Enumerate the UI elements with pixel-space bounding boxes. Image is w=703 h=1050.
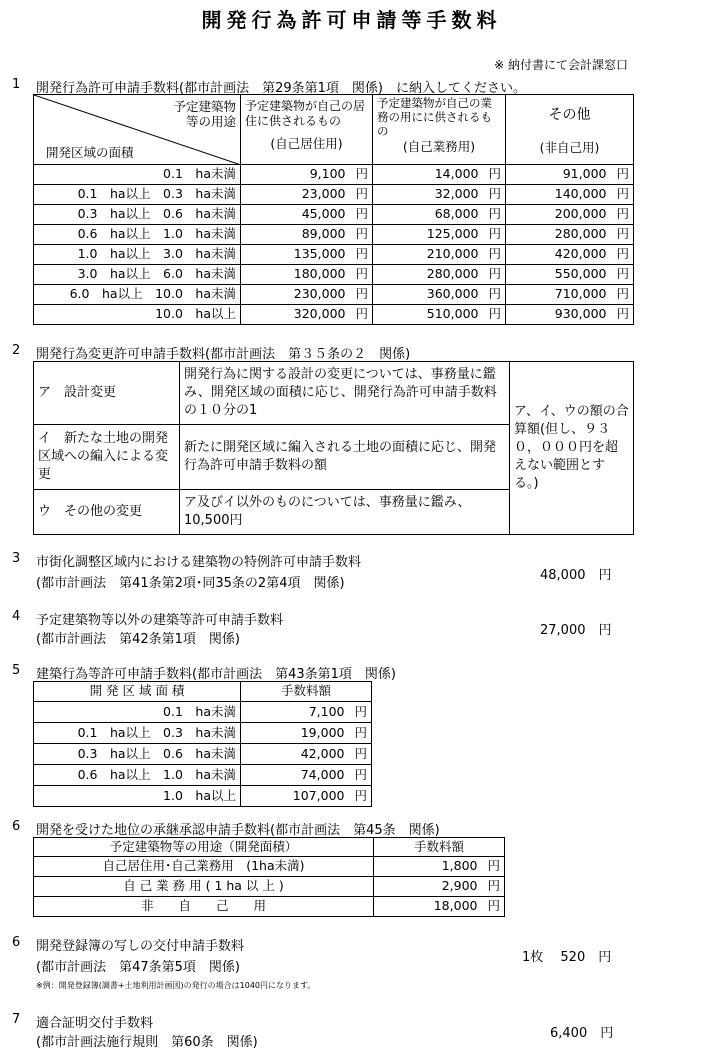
s1-v3: 710,000 <box>554 286 607 302</box>
s3-amount: 48,000 <box>540 568 586 583</box>
s4-unit: 円 <box>598 623 612 638</box>
s6-use: 非 自 己 用 <box>34 897 374 917</box>
s1-area: 0.6 ha以上 1.0 ha未満 <box>34 225 241 245</box>
s3-line1: 市街化調整区域内における建築物の特例許可申請手数料 <box>36 555 362 570</box>
s5-unit: 円 <box>354 745 367 761</box>
s6-unit: 円 <box>487 898 500 914</box>
table-row <box>34 786 372 807</box>
s1-col1-title: 予定建築物が自己の居住に供されるもの <box>245 99 366 128</box>
s1-v3-cell <box>506 205 634 225</box>
s6-unit: 円 <box>487 878 500 894</box>
s1-v2: 68,000 <box>434 206 479 222</box>
s4-line2: (都市計画法 第42条第1項 関係) <box>36 632 240 647</box>
s1-v3-cell <box>506 225 634 245</box>
s1-unit: 円 <box>488 286 501 302</box>
s1-unit: 円 <box>488 266 501 282</box>
s1-unit: 円 <box>616 166 629 182</box>
s1-unit: 円 <box>355 246 368 262</box>
s5-fee-cell <box>241 723 372 744</box>
s1-unit: 円 <box>488 246 501 262</box>
s1-v1-cell <box>241 185 373 205</box>
s1-unit: 円 <box>616 226 629 242</box>
s1-corner-top: 予定建築物 等の用途 <box>173 99 236 129</box>
s6-fee: 18,000 <box>433 898 478 914</box>
s5-number: 5 <box>12 663 21 678</box>
s1-v2-cell <box>373 185 506 205</box>
s1-unit: 円 <box>616 286 629 302</box>
s1-area: 1.0 ha以上 3.0 ha未満 <box>34 245 241 265</box>
s1-unit: 円 <box>488 186 501 202</box>
s1-v1: 320,000 <box>293 306 346 322</box>
s1-v2: 280,000 <box>426 266 479 282</box>
s5-area: 0.1 ha以上 0.3 ha未満 <box>34 723 241 744</box>
s1-col3-title: その他 <box>548 107 591 123</box>
s1-v2-cell <box>373 245 506 265</box>
s5-fee: 42,000 <box>300 745 345 761</box>
table-row <box>34 723 372 744</box>
s4-amount: 27,000 <box>540 623 586 638</box>
s6b-fee <box>522 946 611 965</box>
s6-col-use: 予定建築物等の用途（開発面積） <box>34 838 374 857</box>
s1-v2: 360,000 <box>426 286 479 302</box>
table-row <box>34 265 634 285</box>
s5-unit: 円 <box>354 724 367 740</box>
s1-v3: 930,000 <box>554 306 607 322</box>
table-row <box>34 702 372 723</box>
s1-unit: 円 <box>488 306 501 322</box>
s6b-footnote: ※例：開発登録簿(調書+土地利用計画図)の発行の場合は1040円になります。 <box>36 981 316 990</box>
s1-v1: 45,000 <box>301 206 346 222</box>
s5-fee-cell <box>241 765 372 786</box>
s1-unit: 円 <box>616 186 629 202</box>
s6-col-fee: 手数料額 <box>374 838 505 857</box>
s5-area: 1.0 ha以上 <box>34 786 241 807</box>
s1-v2: 32,000 <box>434 186 479 202</box>
s1-unit: 円 <box>616 246 629 262</box>
s5-fee: 7,100 <box>308 703 345 719</box>
s1-v3: 280,000 <box>554 226 607 242</box>
s1-v1-cell <box>241 305 373 325</box>
s1-v3-cell <box>506 165 634 185</box>
s2-i-label: イ 新たな土地の開発区域への編入による変更 <box>34 425 180 490</box>
s1-unit: 円 <box>616 306 629 322</box>
s1-v3: 550,000 <box>554 266 607 282</box>
s6b-unit: 円 <box>598 950 612 965</box>
s1-unit: 円 <box>488 226 501 242</box>
s5-fee: 74,000 <box>300 766 345 782</box>
s1-area: 3.0 ha以上 6.0 ha未満 <box>34 265 241 285</box>
s1-unit: 円 <box>488 166 501 182</box>
s7-unit: 円 <box>600 1026 614 1041</box>
s1-unit: 円 <box>616 266 629 282</box>
s6-table <box>33 837 505 917</box>
s1-corner-cell <box>34 95 241 165</box>
s1-col3-header <box>506 95 634 165</box>
s6-heading: 開発を受けた地位の承継承認申請手数料(都市計画法 第45条 関係) <box>36 823 440 838</box>
payment-note: ※ 納付書にて会計課窓口 <box>494 58 628 72</box>
s5-table <box>33 681 372 807</box>
s1-col1-header <box>241 95 373 165</box>
s1-unit: 円 <box>355 186 368 202</box>
s5-fee: 19,000 <box>300 724 345 740</box>
s1-v1: 9,100 <box>309 166 346 182</box>
s5-fee-cell <box>241 786 372 807</box>
s1-v1: 23,000 <box>301 186 346 202</box>
s5-fee-cell <box>241 702 372 723</box>
s5-area: 0.3 ha以上 0.6 ha未満 <box>34 744 241 765</box>
s5-fee: 107,000 <box>292 787 345 803</box>
s2-a-text: 開発行為に関する設計の変更については、事務量に鑑み、開発区域の面積に応じ、開発行為許可申請手数料の１０分の1 <box>180 362 510 425</box>
table-row <box>34 765 372 786</box>
s7-number: 7 <box>12 1012 21 1027</box>
s6-fee-cell <box>374 857 505 877</box>
s6-number: 6 <box>12 819 21 834</box>
s1-v1-cell <box>241 205 373 225</box>
s6-fee: 1,800 <box>441 858 478 874</box>
s2-i-text: 新たに開発区域に編入される土地の面積に応じ、開発行為許可申請手数料の額 <box>180 425 510 490</box>
s3-line2: (都市計画法 第41条第2項･同35条の2第4項 関係) <box>36 576 345 591</box>
s1-v1: 180,000 <box>293 266 346 282</box>
s6-use: 自 己 業 務 用 ( 1 ha 以 上 ) <box>34 877 374 897</box>
s4-line1: 予定建築物等以外の建築等許可申請手数料 <box>36 613 284 628</box>
s4-number: 4 <box>12 609 21 624</box>
s6-use: 自己居住用･自己業務用 (1ha未満) <box>34 857 374 877</box>
table-row <box>34 285 634 305</box>
s1-v2-cell <box>373 225 506 245</box>
s2-table <box>33 361 634 535</box>
table-row <box>34 205 634 225</box>
page-title: 開発行為許可申請等手数料 <box>201 8 502 32</box>
s2-a-label: ア 設計変更 <box>34 362 180 425</box>
s1-v3-cell <box>506 285 634 305</box>
s6b-line2: (都市計画法 第47条第5項 関係) <box>36 960 240 975</box>
s1-v3: 140,000 <box>554 186 607 202</box>
s5-unit: 円 <box>354 766 367 782</box>
s5-unit: 円 <box>354 787 367 803</box>
table-row <box>34 305 634 325</box>
s6b-number: 6 <box>12 935 21 950</box>
s1-heading: 開発行為許可申請手数料(都市計画法 第29条第1項 関係) に納入してください。 <box>36 81 526 96</box>
s1-col1-sub: (自己居住用) <box>270 136 343 151</box>
s6b-line1: 開発登録簿の写しの交付申請手数料 <box>36 939 245 954</box>
s5-fee-cell <box>241 744 372 765</box>
table-row <box>34 897 505 917</box>
s1-number: 1 <box>12 77 21 92</box>
s1-v1: 89,000 <box>301 226 346 242</box>
s1-unit: 円 <box>616 206 629 222</box>
s2-u-label: ウ その他の変更 <box>34 490 180 535</box>
s5-area: 0.1 ha未満 <box>34 702 241 723</box>
table-row <box>34 245 634 265</box>
s7-line1: 適合証明交付手数料 <box>36 1016 154 1031</box>
s2-number: 2 <box>12 343 21 358</box>
s1-v1: 135,000 <box>293 246 346 262</box>
s1-v2: 125,000 <box>426 226 479 242</box>
s4-fee <box>540 619 612 638</box>
s5-heading: 建築行為等許可申請手数料(都市計画法 第43条第1項 関係) <box>36 667 396 682</box>
s1-v3: 91,000 <box>562 166 607 182</box>
s1-v3-cell <box>506 245 634 265</box>
s1-unit: 円 <box>355 166 368 182</box>
s2-side-note: ア、イ、ウの額の合算額(但し、９３０，０００円を超えない範囲とする。) <box>510 362 634 535</box>
s1-col3-sub: (非自己用) <box>539 140 600 156</box>
s1-area: 0.1 ha以上 0.3 ha未満 <box>34 185 241 205</box>
s1-unit: 円 <box>355 266 368 282</box>
table-row <box>34 857 505 877</box>
s1-v2-cell <box>373 265 506 285</box>
s5-unit: 円 <box>354 703 367 719</box>
s1-table <box>33 94 634 325</box>
s6b-amount: 1枚 520 <box>522 950 586 965</box>
s1-v1-cell <box>241 265 373 285</box>
s3-number: 3 <box>12 551 21 566</box>
s1-unit: 円 <box>355 286 368 302</box>
s1-v1: 230,000 <box>293 286 346 302</box>
s1-v2-cell <box>373 285 506 305</box>
s1-corner-bottom: 開発区域の面積 <box>46 144 134 160</box>
s1-v1-cell <box>241 165 373 185</box>
s1-area: 0.3 ha以上 0.6 ha未満 <box>34 205 241 225</box>
s1-v2: 14,000 <box>434 166 479 182</box>
s7-fee <box>550 1022 613 1041</box>
s1-v3-cell <box>506 185 634 205</box>
s1-unit: 円 <box>488 206 501 222</box>
table-row <box>34 225 634 245</box>
s6-fee-cell <box>374 897 505 917</box>
s1-v1-cell <box>241 285 373 305</box>
s7-line2: (都市計画法施行規則 第60条 関係) <box>36 1035 258 1050</box>
s5-col-area: 開 発 区 域 面 積 <box>34 682 241 702</box>
s1-v2: 510,000 <box>426 306 479 322</box>
s1-col2-header <box>373 95 506 165</box>
s1-v3: 200,000 <box>554 206 607 222</box>
s1-v2-cell <box>373 165 506 185</box>
s1-v1-cell <box>241 225 373 245</box>
s1-v3-cell <box>506 265 634 285</box>
table-row <box>34 877 505 897</box>
s5-area: 0.6 ha以上 1.0 ha未満 <box>34 765 241 786</box>
s1-area: 0.1 ha未満 <box>34 165 241 185</box>
s1-unit: 円 <box>355 226 368 242</box>
s1-v3-cell <box>506 305 634 325</box>
s1-v1-cell <box>241 245 373 265</box>
table-row <box>34 185 634 205</box>
s5-col-fee: 手数料額 <box>241 682 372 702</box>
s1-v2-cell <box>373 205 506 225</box>
s2-heading: 開発行為変更許可申請手数料(都市計画法 第３５条の２ 関係) <box>36 347 411 362</box>
s6-fee-cell <box>374 877 505 897</box>
s6-unit: 円 <box>487 858 500 874</box>
s1-v3: 420,000 <box>554 246 607 262</box>
table-row <box>34 744 372 765</box>
table-row <box>34 165 634 185</box>
s3-unit: 円 <box>598 568 612 583</box>
s1-col2-sub: (自己業務用) <box>402 139 476 155</box>
s1-v2-cell <box>373 305 506 325</box>
s1-area: 10.0 ha以上 <box>34 305 241 325</box>
s3-fee <box>540 564 612 583</box>
s7-amount: 6,400 <box>550 1026 588 1041</box>
s1-area: 6.0 ha以上 10.0 ha未満 <box>34 285 241 305</box>
s1-unit: 円 <box>355 306 368 322</box>
s1-v2: 210,000 <box>426 246 479 262</box>
s1-col2-title: 予定建築物が自己の業務の用にに供されるもの <box>377 96 492 138</box>
s2-u-text: ア及びイ以外のものについては、事務量に鑑み、10,500円 <box>180 490 510 535</box>
s1-unit: 円 <box>355 206 368 222</box>
s6-fee: 2,900 <box>441 878 478 894</box>
